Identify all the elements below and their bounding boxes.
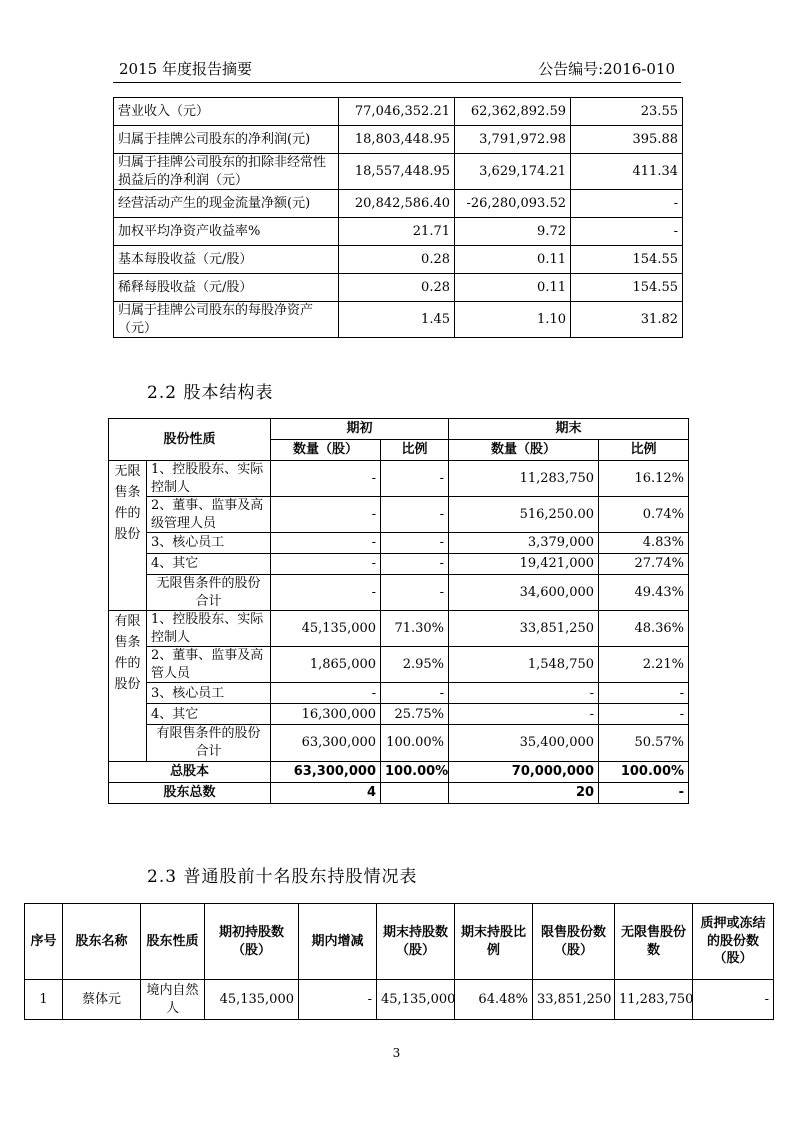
unrestricted-share-row [109,533,689,554]
finance-change: 154.55 [571,246,683,274]
unrestricted-share-row [109,575,689,611]
finance-change: 411.34 [571,154,683,190]
qty-start: - [271,497,381,533]
top10-header-cell: 股东名称 [63,904,141,980]
shareholder-cell: - [299,980,377,1020]
finance-row [114,218,683,246]
finance-row [114,126,683,154]
ratio-end: - [599,683,689,704]
finance-label: 营业收入（元） [114,98,339,126]
share-item: 3、核心员工 [147,533,271,554]
qty-start: - [271,683,381,704]
shareholder-cell: 45,135,000 [377,980,455,1020]
unrestricted-group-label: 无限售条件的股份 [109,461,147,611]
total-q2: 70,000,000 [449,761,599,782]
ratio-start: 100.00% [381,725,449,761]
shareholder-count-row [109,782,689,803]
ratio-start: 2.95% [381,647,449,683]
finance-row [114,190,683,218]
finance-previous: 0.11 [455,246,571,274]
restricted-share-row [109,611,689,647]
finance-change: 395.88 [571,126,683,154]
finance-label: 稀释每股收益（元/股） [114,274,339,302]
finance-label: 归属于挂牌公司股东的扣除非经常性损益后的净利润（元） [114,154,339,190]
holders-q2: 20 [449,782,599,803]
restricted-share-row [109,704,689,725]
top10-header-cell: 限售股份数（股） [533,904,615,980]
ratio-start: 25.75% [381,704,449,725]
qty-start: - [271,461,381,497]
ratio-end: 48.36% [599,611,689,647]
page-number: 3 [392,1046,401,1060]
finance-label: 经营活动产生的现金流量净额(元) [114,190,339,218]
section-2-3-title: 2.3 普通股前十名股东持股情况表 [147,867,418,887]
shareholder-cell: 33,851,250 [533,980,615,1020]
finance-current: 0.28 [339,274,455,302]
finance-current: 0.28 [339,246,455,274]
qty-start: 45,135,000 [271,611,381,647]
restricted-group-label: 有限售条件的股份 [109,611,147,761]
finance-previous: 9.72 [455,218,571,246]
finance-row [114,246,683,274]
qty-end: 33,851,250 [449,611,599,647]
ratio-end: 4.83% [599,533,689,554]
finance-previous: 0.11 [455,274,571,302]
period-end-header: 期末 [449,419,689,440]
qty-end: 516,250.00 [449,497,599,533]
shareholder-row [25,980,774,1020]
qty-start: - [271,554,381,575]
holders-label: 股东总数 [109,782,271,803]
top-ten-shareholders-table [24,903,774,1020]
top10-header-cell: 序号 [25,904,63,980]
share-item: 有限售条件的股份合计 [147,725,271,761]
total-q1: 63,300,000 [271,761,381,782]
ratio-start: - [381,461,449,497]
qty-start: 63,300,000 [271,725,381,761]
unrestricted-share-row [109,497,689,533]
qty-start-header: 数量（股） [271,440,381,461]
header-report-title: 2015 年度报告摘要 [119,60,252,78]
header-divider [113,82,681,83]
finance-row [114,154,683,190]
finance-current: 20,842,586.40 [339,190,455,218]
finance-previous: 3,791,972.98 [455,126,571,154]
total-r1: 100.00% [381,761,449,782]
top10-header-cell: 股东性质 [141,904,205,980]
ratio-end: 49.43% [599,575,689,611]
share-item: 1、控股股东、实际控制人 [147,611,271,647]
shareholder-cell: 蔡体元 [63,980,141,1020]
ratio-start: - [381,554,449,575]
qty-start: - [271,533,381,554]
qty-start: - [271,575,381,611]
finance-label: 归属于挂牌公司股东的每股净资产（元） [114,302,339,338]
financial-indicators-table [113,97,683,338]
finance-change: 31.82 [571,302,683,338]
ratio-end: 0.74% [599,497,689,533]
ratio-start: - [381,575,449,611]
finance-change: 154.55 [571,274,683,302]
finance-change: - [571,190,683,218]
ratio-start: - [381,533,449,554]
restricted-share-row [109,683,689,704]
holders-q1: 4 [271,782,381,803]
ratio-end: 27.74% [599,554,689,575]
top10-header-cell: 期末持股比例 [455,904,533,980]
shareholder-cell: 1 [25,980,63,1020]
finance-current: 1.45 [339,302,455,338]
share-item: 无限售条件的股份合计 [147,575,271,611]
finance-previous: 62,362,892.59 [455,98,571,126]
finance-label: 基本每股收益（元/股） [114,246,339,274]
share-item: 2、董事、监事及高管人员 [147,647,271,683]
finance-previous: 3,629,174.21 [455,154,571,190]
holders-r2: - [599,782,689,803]
period-start-header: 期初 [271,419,449,440]
share-item: 4、其它 [147,704,271,725]
top10-header-cell: 期末持股数（股） [377,904,455,980]
shareholder-cell: - [693,980,774,1020]
finance-current: 18,557,448.95 [339,154,455,190]
ratio-end: 16.12% [599,461,689,497]
finance-previous: -26,280,093.52 [455,190,571,218]
ratio-end-header: 比例 [599,440,689,461]
finance-change: - [571,218,683,246]
finance-row [114,274,683,302]
finance-label: 归属于挂牌公司股东的净利润(元) [114,126,339,154]
unrestricted-share-row [109,461,689,497]
top10-header-cell: 质押或冻结的股份数（股） [693,904,774,980]
restricted-share-row [109,725,689,761]
nature-header: 股份性质 [109,419,271,461]
top10-header-cell: 期初持股数（股） [205,904,299,980]
qty-end: 1,548,750 [449,647,599,683]
share-item: 2、董事、监事及高级管理人员 [147,497,271,533]
top10-header-cell: 无限售股份数 [615,904,693,980]
finance-current: 77,046,352.21 [339,98,455,126]
ratio-end: 50.57% [599,725,689,761]
shareholder-cell: 45,135,000 [205,980,299,1020]
share-item: 1、控股股东、实际控制人 [147,461,271,497]
finance-row [114,98,683,126]
qty-start: 1,865,000 [271,647,381,683]
ratio-start-header: 比例 [381,440,449,461]
holders-r1 [381,782,449,803]
qty-end: 35,400,000 [449,725,599,761]
finance-change: 23.55 [571,98,683,126]
shareholder-cell: 64.48% [455,980,533,1020]
finance-current: 21.71 [339,218,455,246]
ratio-start: - [381,497,449,533]
shareholder-cell: 11,283,750 [615,980,693,1020]
ratio-start: 71.30% [381,611,449,647]
share-structure-table [108,418,689,804]
finance-row [114,302,683,338]
total-r2: 100.00% [599,761,689,782]
top10-header-cell: 期内增减 [299,904,377,980]
finance-current: 18,803,448.95 [339,126,455,154]
finance-label: 加权平均净资产收益率% [114,218,339,246]
qty-end: 34,600,000 [449,575,599,611]
total-shares-row [109,761,689,782]
total-label: 总股本 [109,761,271,782]
qty-end: 3,379,000 [449,533,599,554]
share-item: 3、核心员工 [147,683,271,704]
qty-end: - [449,683,599,704]
ratio-end: - [599,704,689,725]
qty-end-header: 数量（股） [449,440,599,461]
header-announcement-number: 公告编号:2016-010 [538,60,675,78]
qty-end: - [449,704,599,725]
shareholder-cell: 境内自然人 [141,980,205,1020]
unrestricted-share-row [109,554,689,575]
share-item: 4、其它 [147,554,271,575]
restricted-share-row [109,647,689,683]
section-2-2-title: 2.2 股本结构表 [147,383,274,403]
finance-previous: 1.10 [455,302,571,338]
qty-start: 16,300,000 [271,704,381,725]
qty-end: 11,283,750 [449,461,599,497]
ratio-end: 2.21% [599,647,689,683]
qty-end: 19,421,000 [449,554,599,575]
ratio-start: - [381,683,449,704]
